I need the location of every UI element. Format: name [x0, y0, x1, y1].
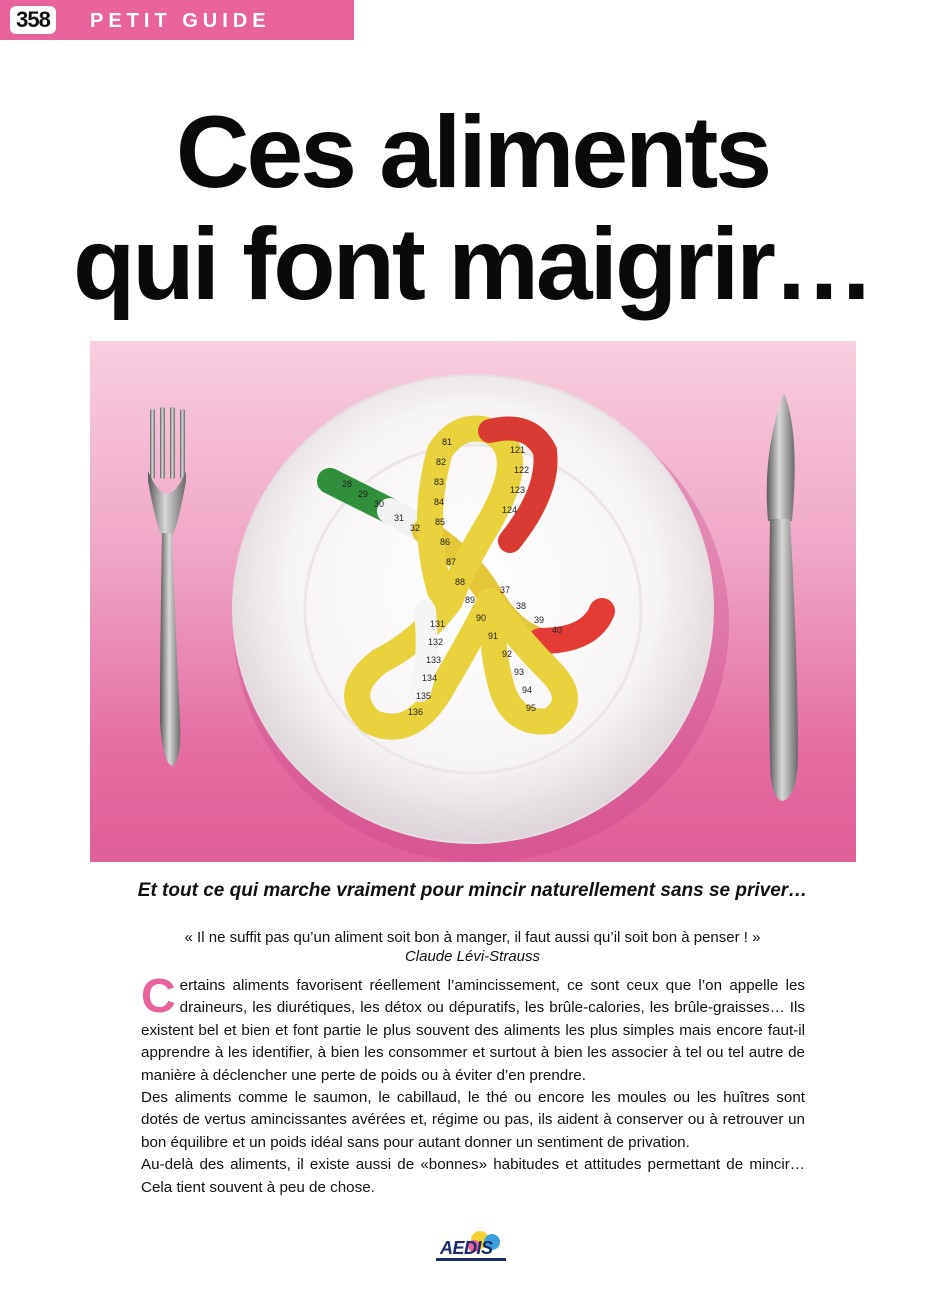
tape-number: 84	[434, 497, 445, 507]
tape-number: 136	[408, 707, 424, 717]
tape-number: 37	[500, 585, 511, 595]
tape-number: 28	[342, 479, 353, 489]
tape-number: 88	[455, 577, 466, 587]
tape-number: 81	[442, 437, 453, 447]
tape-number: 124	[502, 505, 518, 515]
epigraph-author: Claude Lévi-Strauss	[404, 948, 541, 965]
tape-number: 39	[534, 615, 545, 625]
body-text	[141, 970, 805, 1199]
tape-number: 91	[488, 631, 499, 641]
publisher-logo	[430, 1230, 510, 1266]
tape-number: 30	[374, 499, 385, 509]
tape-number: 93	[514, 667, 525, 677]
tape-number: 82	[436, 457, 447, 467]
tape-number: 86	[440, 537, 451, 547]
tape-number: 92	[502, 649, 513, 659]
tape-number: 121	[510, 445, 526, 455]
tape-number: 85	[435, 517, 446, 527]
tape-number: 135	[416, 691, 432, 701]
tape-number: 32	[410, 523, 421, 533]
issue-number-badge: 358	[10, 6, 56, 34]
paragraph-1	[141, 970, 805, 1087]
tape-number: 132	[428, 637, 444, 647]
header-bar	[0, 0, 354, 40]
cover-illustration	[90, 341, 856, 862]
paragraph-1-text: ertains aliments favorisent réellement l’amincissement, ce sont ceux que l’on appelle les draineurs, les diurétiques, les détox ou dépuratifs, les brûle-calories, les brûle-graisses… Ils existent bel et bien et font partie le plus souvent des aliments les plus simples mais encore faut-il apprendre à les identifier, à bien les consommer et surtout à bien les associer à tel ou tel autre de manière à déclencher une perte de poids ou à éviter d’en prendre.	[141, 977, 805, 1084]
tape-number: 131	[430, 619, 446, 629]
tape-number: 38	[516, 601, 527, 611]
tape-number: 123	[510, 485, 526, 495]
subtitle: Et tout ce qui marche vraiment pour mincir naturellement sans se priver…	[137, 880, 808, 901]
tape-number: 29	[358, 489, 369, 499]
tape-number: 31	[394, 513, 405, 523]
tape-number: 133	[426, 655, 442, 665]
tape-number: 89	[465, 595, 476, 605]
fork-icon	[148, 407, 186, 766]
tape-number: 95	[526, 703, 537, 713]
tape-number: 94	[522, 685, 533, 695]
epigraph-quote: « Il ne suffit pas qu’un aliment soit bon à manger, il faut aussi qu’il soit bon à penser ! »	[184, 929, 761, 946]
drop-cap: C	[141, 970, 176, 1023]
paragraph-2: Des aliments comme le saumon, le cabillaud, le thé ou encore les moules ou les huîtres sont dotés de vertus amincissantes avérées et, régime ou pas, ils aident à conserver ou à retrouver un bon équilibre et un poids idéal sans pour autant donner un sentiment de privation.	[141, 1089, 805, 1151]
tape-number: 40	[552, 625, 563, 635]
tape-number: 87	[446, 557, 457, 567]
tape-number: 90	[476, 613, 487, 623]
tape-number: 122	[514, 465, 530, 475]
title-line-2: qui font maigrir…	[73, 207, 872, 321]
tape-number: 134	[422, 673, 438, 683]
paragraph-3: Au-delà des aliments, il existe aussi de «bonnes» habitudes et attitudes permettant de mincir… Cela tient souvent à peu de chose.	[141, 1156, 805, 1196]
tape-number: 83	[434, 477, 445, 487]
knife-icon	[767, 393, 798, 801]
series-label: PETIT GUIDE	[90, 10, 271, 32]
publisher-logo-text: AEDIS	[440, 1238, 493, 1258]
cover-photo	[90, 341, 856, 862]
page-title	[0, 96, 945, 320]
title-line-1: Ces aliments	[175, 95, 770, 209]
